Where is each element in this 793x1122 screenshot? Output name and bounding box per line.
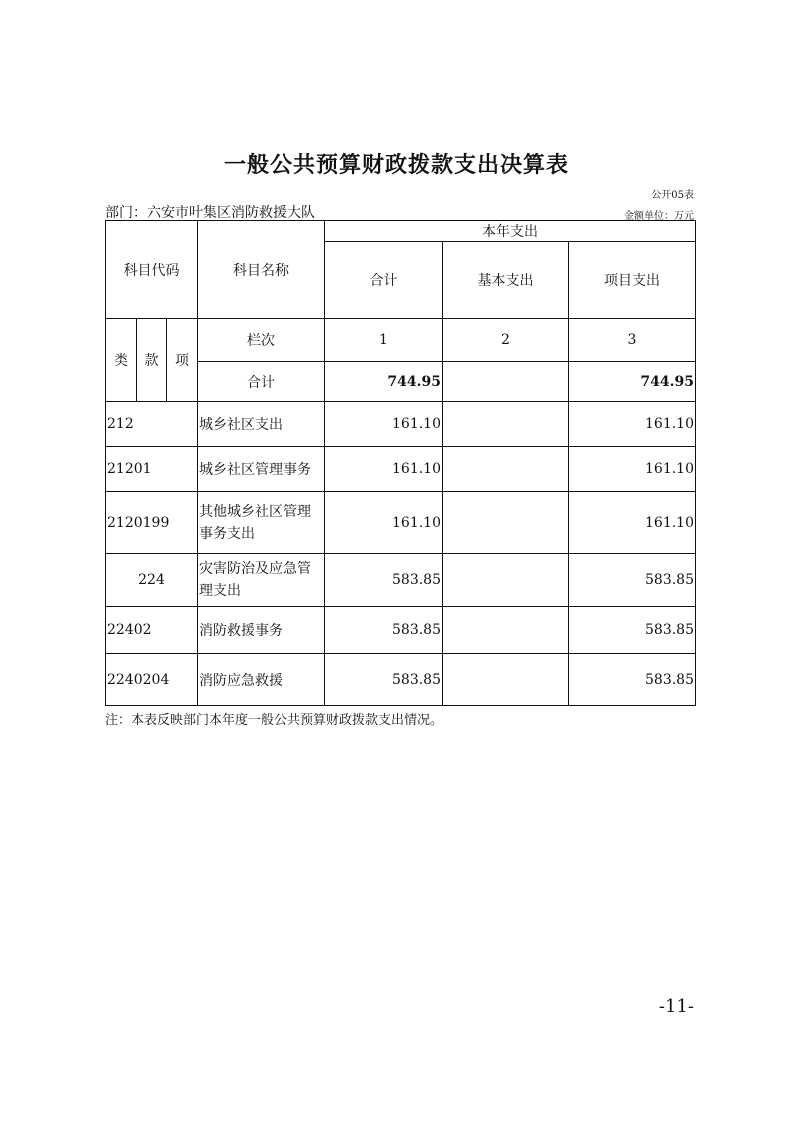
row-basic <box>443 492 569 554</box>
row-name: 其他城乡社区管理事务支出 <box>198 492 325 554</box>
column-row-label: 栏次 <box>198 319 325 362</box>
expenditure-table <box>105 220 696 706</box>
row-code: 224 <box>106 554 198 607</box>
sum-label: 合计 <box>198 362 325 402</box>
row-name: 消防救援事务 <box>198 607 325 654</box>
department-label: 部门：六安市叶集区消防救援大队 <box>105 205 315 221</box>
table-row <box>106 654 696 706</box>
row-total: 161.10 <box>325 402 443 447</box>
column-number-3: 3 <box>569 319 696 362</box>
row-total: 161.10 <box>325 447 443 492</box>
sum-project: 744.95 <box>569 362 696 402</box>
header-total: 合计 <box>325 242 443 319</box>
header-code: 科目代码 <box>106 221 198 319</box>
row-basic <box>443 447 569 492</box>
header-xiang: 项 <box>167 319 198 402</box>
row-code: 21201 <box>106 447 198 492</box>
row-basic <box>443 402 569 447</box>
page-number: -11- <box>658 996 694 1017</box>
row-total: 161.10 <box>325 492 443 554</box>
column-number-2: 2 <box>443 319 569 362</box>
row-code: 2120199 <box>106 492 198 554</box>
table-row <box>106 554 696 607</box>
row-name: 城乡社区支出 <box>198 402 325 447</box>
header-basic: 基本支出 <box>443 242 569 319</box>
row-total: 583.85 <box>325 554 443 607</box>
sum-basic <box>443 362 569 402</box>
row-basic <box>443 654 569 706</box>
amount-unit: 金额单位：万元 <box>624 211 694 222</box>
row-total: 583.85 <box>325 607 443 654</box>
form-number: 公开05表 <box>651 190 694 201</box>
header-name: 科目名称 <box>198 221 325 319</box>
row-project: 583.85 <box>569 607 696 654</box>
row-name: 灾害防治及应急管理支出 <box>198 554 325 607</box>
table-row <box>106 447 696 492</box>
row-basic <box>443 607 569 654</box>
row-project: 161.10 <box>569 402 696 447</box>
row-total: 583.85 <box>325 654 443 706</box>
row-code: 2240204 <box>106 654 198 706</box>
column-number-1: 1 <box>325 319 443 362</box>
row-project: 161.10 <box>569 492 696 554</box>
row-code: 212 <box>106 402 198 447</box>
row-code: 22402 <box>106 607 198 654</box>
row-project: 161.10 <box>569 447 696 492</box>
row-name: 城乡社区管理事务 <box>198 447 325 492</box>
header-this-year: 本年支出 <box>325 221 696 242</box>
sum-total: 744.95 <box>325 362 443 402</box>
header-lei: 类 <box>106 319 137 402</box>
row-basic <box>443 554 569 607</box>
header-project: 项目支出 <box>569 242 696 319</box>
table-row <box>106 492 696 554</box>
header-kuan: 款 <box>137 319 167 402</box>
table-row <box>106 607 696 654</box>
table-note: 注：本表反映部门本年度一般公共预算财政拨款支出情况。 <box>105 713 444 728</box>
table-row <box>106 402 696 447</box>
row-project: 583.85 <box>569 654 696 706</box>
row-name: 消防应急救援 <box>198 654 325 706</box>
page-title: 一般公共预算财政拨款支出决算表 <box>223 153 569 178</box>
row-project: 583.85 <box>569 554 696 607</box>
